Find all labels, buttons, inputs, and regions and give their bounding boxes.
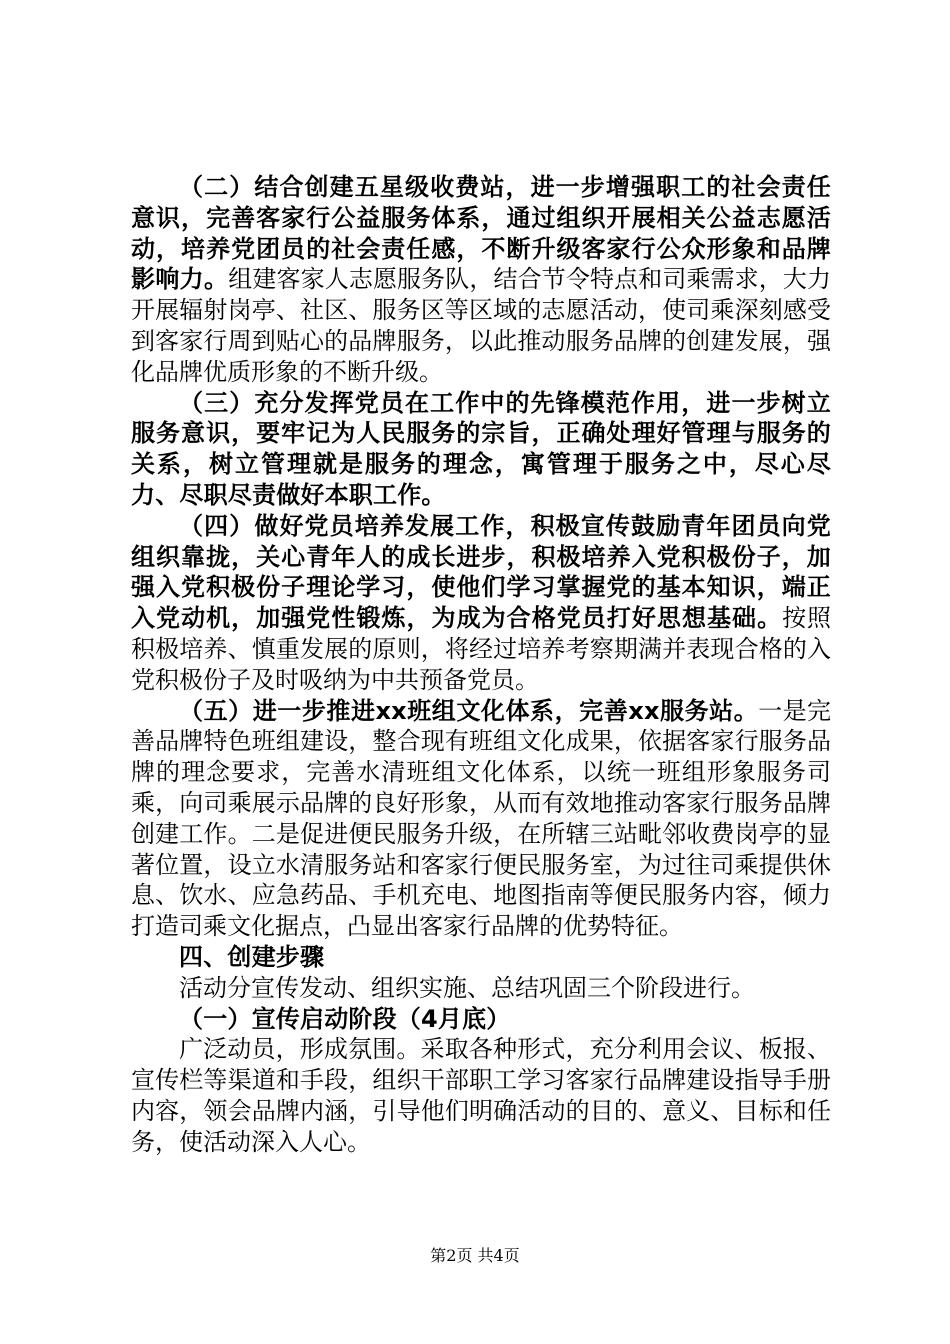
paragraph-lead: （三）充分发挥党员在工作中的先锋模范作用，进一步树立服务意识，要牢记为人民服务的宗旨，正确处理好管理与服务的关系，树立管理就是服务的理念，寓管理于服务之中，尽心尽力、尽职尽责做好本职工作。 [131, 388, 831, 509]
paragraph-4 [131, 511, 831, 696]
paragraph-2 [131, 172, 831, 388]
paragraph-text: 广泛动员，形成氛围。采取各种形式，充分利用会议、板报、宣传栏等渠道和手段，组织干部职工学习客家行品牌建设指导手册内容，领会品牌内涵，引导他们明确活动的目的、意义、目标和任务，使活动深入人心。 [131, 1035, 831, 1156]
section-heading: 四、创建步骤 [179, 942, 325, 971]
subheading: （一）宣传启动阶段（4月底） [179, 1004, 511, 1033]
paragraph-mobilize [131, 1034, 831, 1157]
paragraph-lead: （二）结合创建五星级收费站，进一步增强职工的社会责任意识，完善客家行公益服务体系，通过组织开展相关公益志愿活动，培养党团员的社会责任感，不断升级客家行公众形象和品牌影响力。 [131, 173, 831, 294]
paragraph-5 [131, 696, 831, 942]
paragraph-stages [131, 973, 831, 1004]
document-body [131, 172, 831, 1158]
paragraph-3 [131, 388, 831, 511]
paragraph-text: 一是完善品牌特色班组建设，整合现有班组文化成果，依据客家行服务品牌的理念要求，完善水清班组文化体系，以统一班组形象服务司乘，向司乘展示品牌的良好形象，从而有效地推动客家行服务品牌创建工作。二是促进便民服务升级，在所辖三站毗邻收费岗亭的显著位置，设立水清服务站和客家行便民服务室，为过往司乘提供休息、饮水、应急药品、手机充电、地图指南等便民服务内容，倾力打造司乘文化据点，凸显出客家行品牌的优势特征。 [131, 696, 832, 941]
paragraph-lead: （五）进一步推进xx班组文化体系，完善xx服务站。 [179, 696, 759, 725]
subheading-stage-1 [131, 1004, 831, 1035]
paragraph-text: 组建客家人志愿服务队，结合节令特点和司乘需求，大力开展辐射岗亭、社区、服务区等区域的志愿活动，使司乘深刻感受到客家行周到贴心的品牌服务，以此推动服务品牌的创建发展，强化品牌优质形象的不断升级。 [131, 265, 831, 386]
paragraph-text: 活动分宣传发动、组织实施、总结巩固三个阶段进行。 [179, 973, 755, 1002]
section-heading-steps [131, 942, 831, 973]
paragraph-text: 按照积极培养、慎重发展的原则，将经过培养考察期满并表现合格的入党积极份子及时吸纳为中共预备党员。 [131, 604, 832, 694]
page-footer: 第2页 共4页 [430, 1246, 520, 1265]
paragraph-lead: （四）做好党员培养发展工作，积极宣传鼓励青年团员向党组织靠拢，关心青年人的成长进步，积极培养入党积极份子，加强入党积极份子理论学习，使他们学习掌握党的基本知识，端正入党动机，加强党性锻炼，为成为合格党员打好思想基础。 [131, 511, 831, 633]
